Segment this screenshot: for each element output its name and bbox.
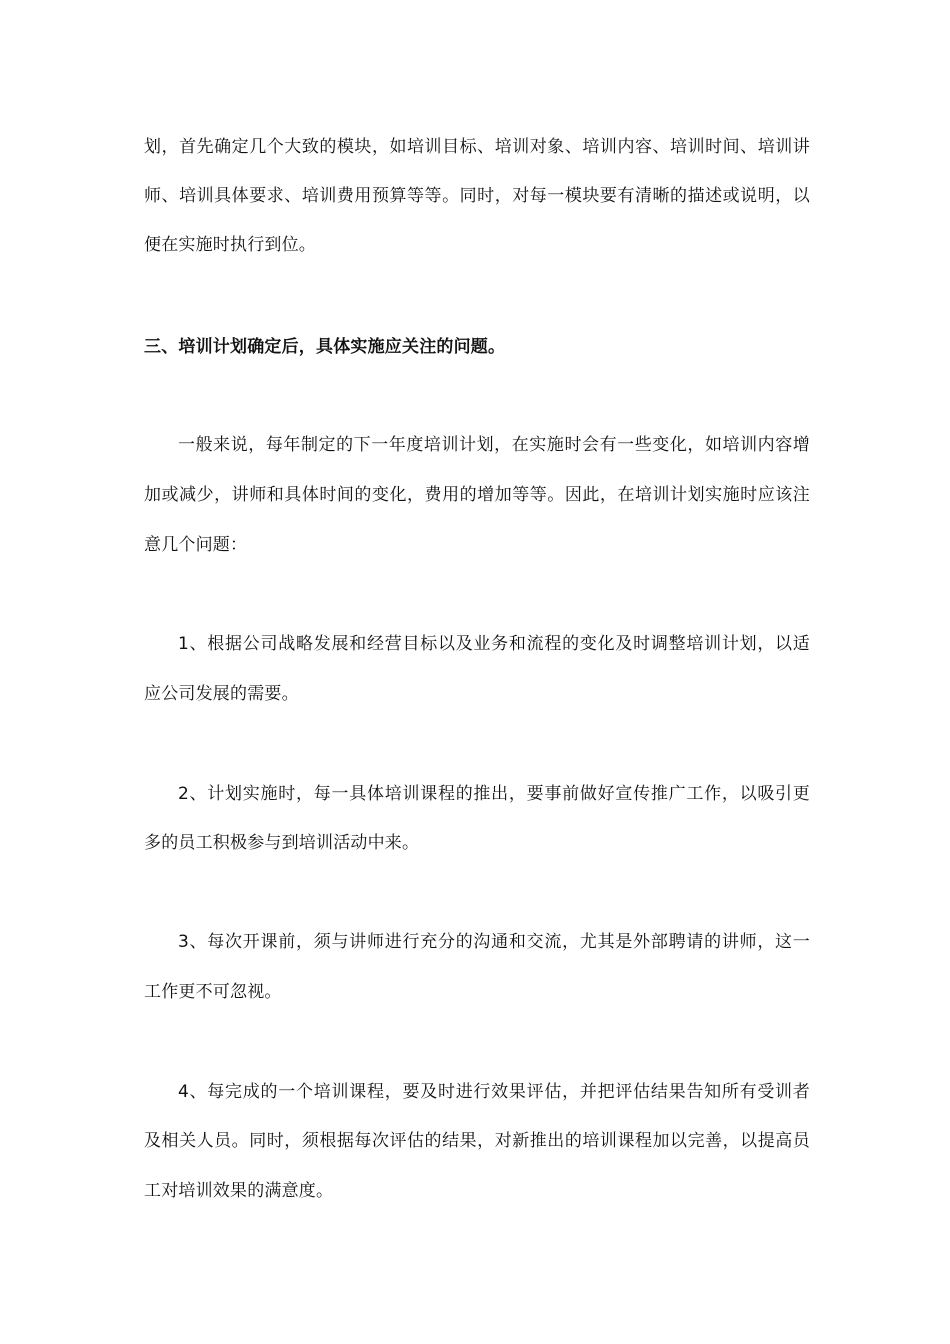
list-item-4-line-2: 及相关人员。同时，须根据每次评估的结果，对新推出的培训课程加以完善，以提高员 (144, 1131, 810, 1151)
list-item-4-line-3: 工对培训效果的满意度。 (144, 1181, 334, 1201)
paragraph-1-line-3: 便在实施时执行到位。 (144, 235, 316, 255)
paragraph-1-line-1: 划，首先确定几个大致的模块，如培训目标、培训对象、培训内容、培训时间、培训讲 (144, 137, 810, 157)
paragraph-2-line-1: 一般来说，每年制定的下一年度培训计划，在实施时会有一些变化，如培训内容增 (178, 435, 810, 455)
list-item-2-line-1: 2、计划实施时，每一具体培训课程的推出，要事前做好宣传推广工作，以吸引更 (178, 784, 810, 804)
list-item-1-line-2: 应公司发展的需要。 (144, 684, 299, 704)
section-heading: 三、培训计划确定后，具体实施应关注的问题。 (144, 337, 506, 357)
list-item-4-line-1: 4、每完成的一个培训课程，要及时进行效果评估，并把评估结果告知所有受训者 (178, 1082, 810, 1102)
list-item-2-line-2: 多的员工积极参与到培训活动中来。 (144, 833, 420, 853)
paragraph-2-line-2: 加或减少，讲师和具体时间的变化，费用的增加等等。因此，在培训计划实施时应该注 (144, 485, 810, 505)
paragraph-1-line-2: 师、培训具体要求、培训费用预算等等。同时，对每一模块要有清晰的描述或说明，以 (144, 186, 810, 206)
paragraph-2-line-3: 意几个问题： (144, 535, 248, 555)
list-item-1-line-1: 1、根据公司战略发展和经营目标以及业务和流程的变化及时调整培训计划，以适 (178, 634, 810, 654)
list-item-3-line-2: 工作更不可忽视。 (144, 982, 282, 1002)
list-item-3-line-1: 3、每次开课前，须与讲师进行充分的沟通和交流，尤其是外部聘请的讲师，这一 (178, 932, 810, 952)
